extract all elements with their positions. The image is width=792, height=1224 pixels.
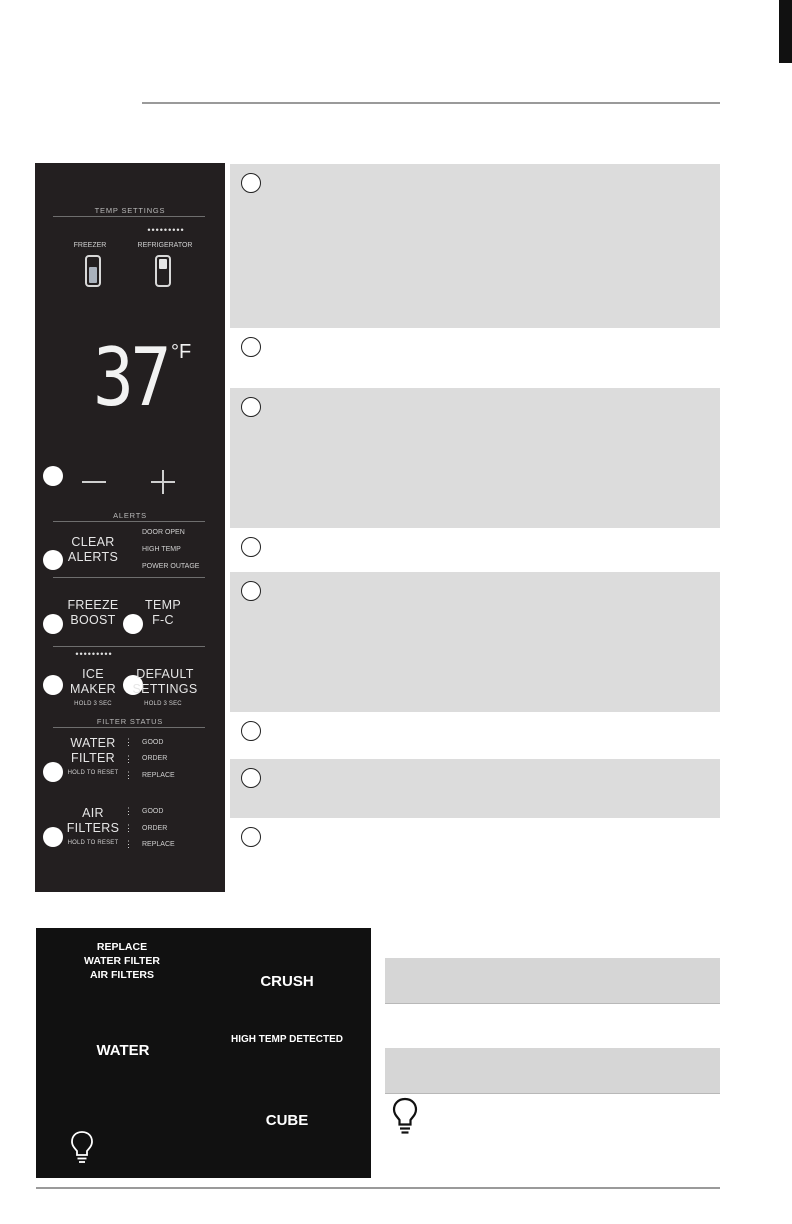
header-rule	[142, 102, 720, 104]
air-filters-hold-label: HOLD TO RESET	[67, 840, 119, 846]
callout-number	[241, 337, 261, 357]
default-settings-hold-label: HOLD 3 SEC	[144, 701, 182, 707]
callout-number	[241, 537, 261, 557]
water-filter-status-dots: ⋮ ⋮ ⋮	[124, 737, 133, 780]
minus-button[interactable]	[82, 481, 106, 483]
air-filters-status-replace: REPLACE	[142, 841, 175, 848]
callout-marker	[43, 614, 63, 634]
callout-marker	[43, 466, 63, 486]
water-filter-line1: WATER	[70, 736, 116, 750]
callout-number	[241, 173, 261, 193]
water-filter-status-good: GOOD	[142, 739, 164, 746]
refrigerator-button[interactable]	[155, 255, 171, 287]
description-row	[230, 572, 720, 712]
freezer-fill	[89, 267, 97, 283]
high-temp-detected-indicator: HIGH TEMP DETECTED	[230, 1034, 344, 1045]
refrigerator-fill	[159, 259, 167, 269]
callout-marker	[43, 550, 63, 570]
freeze-boost-line2: BOOST	[70, 613, 116, 627]
lightbulb-icon[interactable]	[70, 1130, 94, 1166]
air-filters-status-order: ORDER	[142, 825, 168, 832]
callout-marker	[43, 827, 63, 847]
plus-vertical	[162, 470, 164, 494]
temp-fc-button[interactable]	[131, 598, 195, 628]
description-row	[230, 388, 720, 528]
info-bar	[385, 1048, 720, 1093]
crush-button[interactable]: CRUSH	[260, 973, 314, 990]
freezer-button[interactable]	[85, 255, 101, 287]
temperature-unit: °F	[171, 341, 192, 363]
callout-number	[241, 397, 261, 417]
water-filter-status-order: ORDER	[142, 755, 168, 762]
description-row	[230, 328, 720, 388]
alert-power-outage: POWER OUTAGE	[142, 563, 200, 570]
description-row	[230, 164, 720, 328]
dispenser-panel	[36, 928, 371, 1178]
alert-door-open: DOOR OPEN	[142, 529, 185, 536]
info-bar-rule	[385, 1093, 720, 1094]
refrigerator-selected-indicator: •••••••••	[147, 225, 185, 235]
water-filter-status-replace: REPLACE	[142, 772, 175, 779]
water-filter-button[interactable]	[61, 736, 125, 766]
alerts-rule	[53, 521, 205, 522]
freeze-boost-button[interactable]	[61, 598, 125, 628]
ice-maker-line1: ICE	[82, 667, 104, 681]
temp-fc-line2: F-C	[152, 613, 174, 627]
alert-high-temp: HIGH TEMP	[142, 546, 181, 553]
callout-number	[241, 827, 261, 847]
description-row	[230, 528, 720, 572]
air-filters-status-good: GOOD	[142, 808, 164, 815]
default-settings-line2: SETTINGS	[132, 682, 198, 696]
ice-maker-button[interactable]	[61, 667, 125, 697]
air-filters-button[interactable]	[61, 806, 125, 836]
filter-status-rule	[53, 727, 205, 728]
info-bar-rule	[385, 1003, 720, 1004]
callout-number	[241, 721, 261, 741]
boost-rule	[53, 646, 205, 647]
callout-marker	[43, 762, 63, 782]
replace-line1: REPLACE	[96, 941, 148, 953]
info-bar	[385, 958, 720, 1003]
lightbulb-icon	[392, 1097, 418, 1137]
refrigerator-label: REFRIGERATOR	[137, 242, 193, 249]
temperature-display: 37	[93, 331, 169, 424]
ice-maker-line2: MAKER	[70, 682, 116, 696]
filter-status-label: FILTER STATUS	[96, 717, 164, 726]
clear-alerts-line1: CLEAR	[71, 535, 115, 549]
temp-settings-label: TEMP SETTINGS	[94, 206, 166, 215]
air-filters-line2: FILTERS	[66, 821, 120, 835]
air-filters-line1: AIR	[82, 806, 104, 820]
callout-number	[241, 768, 261, 788]
temp-fc-line1: TEMP	[145, 598, 181, 612]
water-button[interactable]: WATER	[96, 1042, 150, 1059]
freeze-boost-line1: FREEZE	[67, 598, 119, 612]
description-row	[230, 818, 720, 892]
description-row	[230, 759, 720, 818]
alerts-label: ALERTS	[113, 511, 147, 520]
control-panel	[35, 163, 225, 892]
alerts-bottom-rule	[53, 577, 205, 578]
default-settings-line1: DEFAULT	[136, 667, 194, 681]
freezer-label: FREEZER	[73, 242, 107, 249]
footer-rule	[36, 1187, 720, 1189]
callout-number	[241, 581, 261, 601]
replace-line2: WATER FILTER	[83, 955, 161, 967]
temp-settings-rule	[53, 216, 205, 217]
water-filter-hold-label: HOLD TO RESET	[67, 770, 119, 776]
page-edge-tab	[779, 0, 792, 63]
clear-alerts-line2: ALERTS	[67, 550, 119, 564]
cube-button[interactable]: CUBE	[265, 1112, 309, 1129]
ice-maker-indicator: •••••••••	[75, 649, 113, 659]
ice-maker-hold-label: HOLD 3 SEC	[74, 701, 112, 707]
air-filters-status-dots: ⋮ ⋮ ⋮	[124, 806, 133, 849]
description-row	[230, 712, 720, 759]
replace-filter-indicator	[76, 940, 168, 982]
water-filter-line2: FILTER	[71, 751, 115, 765]
default-settings-button[interactable]	[129, 667, 201, 697]
callout-marker	[43, 675, 63, 695]
replace-line3: AIR FILTERS	[90, 969, 154, 981]
clear-alerts-button[interactable]	[61, 535, 125, 565]
